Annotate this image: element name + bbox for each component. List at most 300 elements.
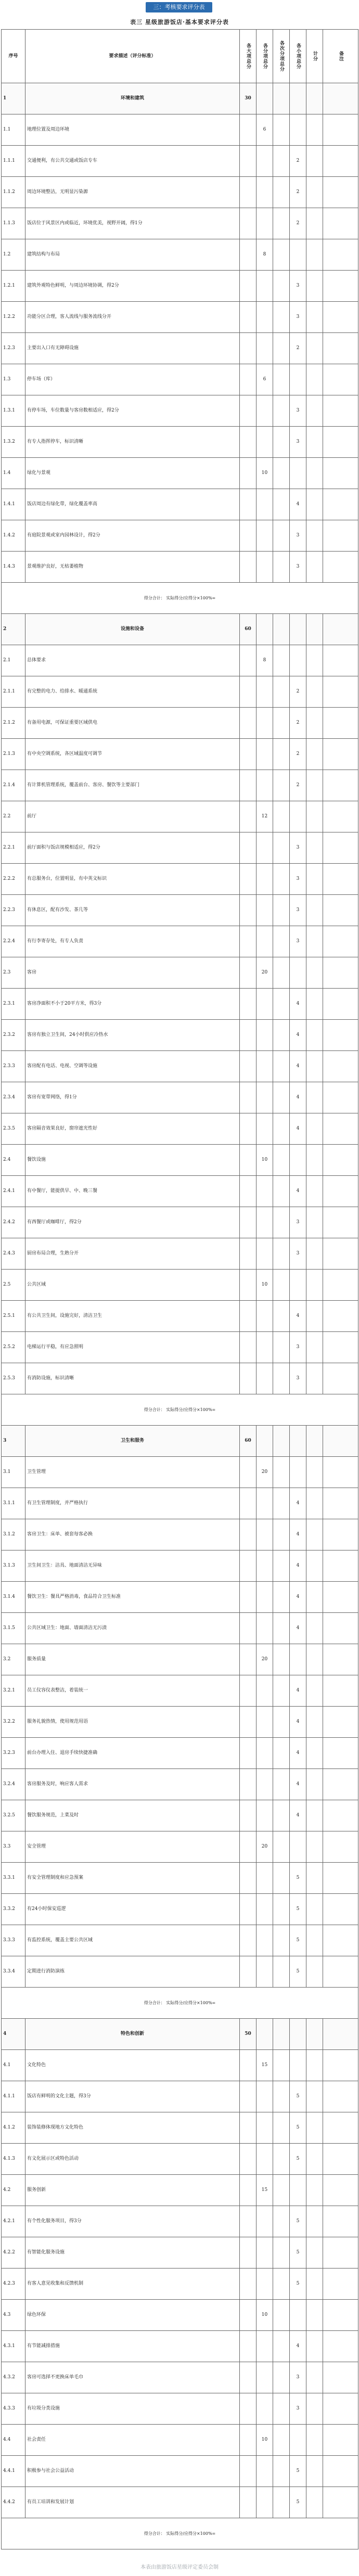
table-row bbox=[2, 1956, 358, 1988]
table-row bbox=[2, 333, 358, 364]
item-number: 3.1.4 bbox=[2, 1582, 25, 1613]
item-requirement: 有停车场，车位数量与客房数相适应，得2分 bbox=[25, 395, 240, 427]
score-cell[interactable] bbox=[306, 1176, 323, 1207]
table-row bbox=[2, 1894, 358, 1925]
item-number: 3.1.5 bbox=[2, 1613, 25, 1644]
item-subtotal bbox=[257, 895, 273, 926]
item-subtotal bbox=[257, 1956, 273, 1988]
note-cell bbox=[323, 2393, 358, 2425]
note-cell bbox=[323, 708, 358, 739]
table-row bbox=[2, 271, 358, 302]
item-number: 4.2.3 bbox=[2, 2269, 25, 2300]
empty-cell bbox=[273, 1301, 290, 1332]
item-requirement: 有公共卫生间，设施完好，清洁卫生 bbox=[25, 1301, 240, 1332]
item-number: 4.1.2 bbox=[2, 2112, 25, 2144]
note-cell bbox=[323, 2362, 358, 2393]
item-points bbox=[290, 364, 306, 395]
note-cell bbox=[323, 364, 358, 395]
score-cell[interactable] bbox=[306, 1238, 323, 1270]
item-number: 1.3.2 bbox=[2, 427, 25, 458]
item-number: 1.1.2 bbox=[2, 177, 25, 208]
score-cell[interactable] bbox=[306, 239, 323, 271]
note-cell bbox=[323, 1082, 358, 1113]
score-cell[interactable] bbox=[306, 801, 323, 832]
score-cell[interactable] bbox=[306, 2144, 323, 2175]
empty-cell bbox=[240, 2206, 257, 2237]
item-number: 2.5.2 bbox=[2, 1332, 25, 1363]
score-cell[interactable] bbox=[306, 895, 323, 926]
item-number: 3.1.1 bbox=[2, 1488, 25, 1519]
item-points bbox=[290, 1831, 306, 1863]
score-cell[interactable] bbox=[306, 1301, 323, 1332]
score-cell[interactable] bbox=[306, 2425, 323, 2456]
score-cell[interactable] bbox=[306, 2175, 323, 2206]
score-cell[interactable] bbox=[306, 1738, 323, 1769]
score-cell[interactable] bbox=[306, 1113, 323, 1145]
score-cell[interactable] bbox=[306, 832, 323, 864]
subtotal-label: 得分合计： 实际得分/应得分×100%= bbox=[2, 583, 358, 614]
empty-cell bbox=[240, 520, 257, 552]
subtotal-label: 得分合计： 实际得分/应得分×100%= bbox=[2, 1394, 358, 1426]
score-cell[interactable] bbox=[306, 302, 323, 333]
note-cell bbox=[323, 427, 358, 458]
score-cell[interactable] bbox=[306, 1956, 323, 1988]
section-total: 60 bbox=[240, 1426, 257, 1457]
item-number: 4.2.2 bbox=[2, 2237, 25, 2269]
empty-cell bbox=[273, 1519, 290, 1550]
item-points: 5 bbox=[290, 2456, 306, 2487]
empty-cell bbox=[273, 2300, 290, 2331]
score-cell[interactable] bbox=[306, 1488, 323, 1519]
score-table bbox=[1, 29, 358, 2549]
empty-cell bbox=[240, 801, 257, 832]
item-requirement: 客房隔音效果良好，窗帘遮光性好 bbox=[25, 1113, 240, 1145]
score-cell[interactable] bbox=[306, 1769, 323, 1800]
item-number: 4.2 bbox=[2, 2175, 25, 2206]
empty-cell bbox=[273, 2393, 290, 2425]
score-cell[interactable] bbox=[306, 1863, 323, 1894]
table-row bbox=[2, 1707, 358, 1738]
item-subtotal bbox=[257, 1925, 273, 1956]
score-cell[interactable] bbox=[306, 2393, 323, 2425]
item-points: 4 bbox=[290, 1769, 306, 1800]
item-requirement: 有安全管理制度和应急预案 bbox=[25, 1863, 240, 1894]
score-cell[interactable] bbox=[306, 1363, 323, 1394]
item-subtotal bbox=[257, 1863, 273, 1894]
item-number: 1.4.3 bbox=[2, 552, 25, 583]
score-cell[interactable] bbox=[306, 739, 323, 770]
empty-cell bbox=[290, 2019, 306, 2050]
item-points: 2 bbox=[290, 333, 306, 364]
score-cell[interactable] bbox=[306, 1613, 323, 1644]
item-points: 2 bbox=[290, 146, 306, 177]
table-row bbox=[2, 1457, 358, 1488]
score-cell[interactable] bbox=[306, 1457, 323, 1488]
empty-cell bbox=[273, 1082, 290, 1113]
item-requirement: 有完整的电力、给排水、暖通系统 bbox=[25, 676, 240, 708]
empty-cell bbox=[273, 1550, 290, 1582]
note-cell bbox=[323, 1270, 358, 1301]
subtotal-row bbox=[2, 1394, 358, 1426]
empty-cell bbox=[306, 614, 323, 645]
item-number: 4.3.2 bbox=[2, 2362, 25, 2393]
note-cell bbox=[323, 1519, 358, 1550]
item-number: 2.3.1 bbox=[2, 989, 25, 1020]
score-cell[interactable] bbox=[306, 1207, 323, 1238]
score-cell[interactable] bbox=[306, 552, 323, 583]
score-cell[interactable] bbox=[306, 395, 323, 427]
item-subtotal bbox=[257, 489, 273, 520]
empty-cell bbox=[240, 926, 257, 957]
note-cell bbox=[323, 239, 358, 271]
item-number: 2.5 bbox=[2, 1270, 25, 1301]
item-points: 3 bbox=[290, 926, 306, 957]
item-number: 2.3 bbox=[2, 957, 25, 989]
table-row bbox=[2, 1363, 358, 1394]
score-cell[interactable] bbox=[306, 676, 323, 708]
empty-cell bbox=[240, 1113, 257, 1145]
item-subtotal bbox=[257, 2081, 273, 2112]
item-subtotal bbox=[257, 2237, 273, 2269]
empty-cell bbox=[240, 2050, 257, 2081]
item-subtotal bbox=[257, 1488, 273, 1519]
empty-cell bbox=[240, 458, 257, 489]
item-subtotal bbox=[257, 1207, 273, 1238]
item-subtotal bbox=[257, 520, 273, 552]
score-cell[interactable] bbox=[306, 489, 323, 520]
score-cell[interactable] bbox=[306, 864, 323, 895]
score-cell[interactable] bbox=[306, 2050, 323, 2081]
item-number: 3.2.2 bbox=[2, 1707, 25, 1738]
score-cell[interactable] bbox=[306, 2269, 323, 2300]
table-row bbox=[2, 395, 358, 427]
empty-cell bbox=[273, 2456, 290, 2487]
item-subtotal bbox=[257, 2269, 273, 2300]
item-number: 2.3.5 bbox=[2, 1113, 25, 1145]
empty-cell bbox=[273, 302, 290, 333]
item-requirement: 卫生间卫生：洁具、地面清洁无异味 bbox=[25, 1550, 240, 1582]
empty-cell bbox=[273, 739, 290, 770]
table-row bbox=[2, 1519, 358, 1550]
table-row bbox=[2, 1800, 358, 1831]
empty-cell bbox=[306, 1426, 323, 1457]
empty-cell bbox=[273, 552, 290, 583]
score-cell[interactable] bbox=[306, 146, 323, 177]
note-cell bbox=[323, 1863, 358, 1894]
item-subtotal bbox=[257, 1675, 273, 1707]
score-cell[interactable] bbox=[306, 770, 323, 801]
table-row bbox=[2, 427, 358, 458]
empty-cell bbox=[273, 770, 290, 801]
item-subtotal bbox=[257, 1800, 273, 1831]
empty-cell bbox=[240, 333, 257, 364]
empty-cell bbox=[240, 1550, 257, 1582]
note-cell bbox=[323, 1238, 358, 1270]
note-cell bbox=[323, 2144, 358, 2175]
note-cell bbox=[323, 1488, 358, 1519]
empty-cell bbox=[240, 1488, 257, 1519]
score-cell[interactable] bbox=[306, 520, 323, 552]
item-subtotal bbox=[257, 1113, 273, 1145]
score-cell[interactable] bbox=[306, 1644, 323, 1675]
item-subtotal bbox=[257, 739, 273, 770]
item-subtotal bbox=[257, 177, 273, 208]
score-cell[interactable] bbox=[306, 2456, 323, 2487]
score-cell[interactable] bbox=[306, 2206, 323, 2237]
item-points bbox=[290, 2050, 306, 2081]
item-number: 3.2 bbox=[2, 1644, 25, 1675]
item-requirement: 停车场（库） bbox=[25, 364, 240, 395]
item-requirement: 绿化与景观 bbox=[25, 458, 240, 489]
empty-cell bbox=[240, 2081, 257, 2112]
empty-cell bbox=[240, 1925, 257, 1956]
empty-cell bbox=[240, 2112, 257, 2144]
score-cell[interactable] bbox=[306, 1582, 323, 1613]
empty-cell bbox=[240, 2237, 257, 2269]
score-cell[interactable] bbox=[306, 1707, 323, 1738]
empty-cell bbox=[290, 83, 306, 114]
empty-cell bbox=[240, 864, 257, 895]
table-row bbox=[2, 208, 358, 239]
empty-cell bbox=[240, 1145, 257, 1176]
note-cell bbox=[323, 832, 358, 864]
item-number: 2.2.4 bbox=[2, 926, 25, 957]
score-cell[interactable] bbox=[306, 333, 323, 364]
note-cell bbox=[323, 114, 358, 146]
empty-cell bbox=[306, 2019, 323, 2050]
score-cell[interactable] bbox=[306, 2237, 323, 2269]
item-number: 2.1 bbox=[2, 645, 25, 676]
item-points: 4 bbox=[290, 1675, 306, 1707]
item-subtotal bbox=[257, 832, 273, 864]
note-cell bbox=[323, 1051, 358, 1082]
empty-cell bbox=[273, 2081, 290, 2112]
score-cell[interactable] bbox=[306, 427, 323, 458]
item-requirement: 有休息区，配有沙发、茶几等 bbox=[25, 895, 240, 926]
item-requirement: 电梯运行平稳，有应急照明 bbox=[25, 1332, 240, 1363]
table-row bbox=[2, 676, 358, 708]
item-points: 4 bbox=[290, 1113, 306, 1145]
item-number: 3.1.2 bbox=[2, 1519, 25, 1550]
table-row bbox=[2, 926, 358, 957]
score-cell[interactable] bbox=[306, 177, 323, 208]
score-cell[interactable] bbox=[306, 708, 323, 739]
score-cell[interactable] bbox=[306, 2487, 323, 2518]
item-points bbox=[290, 1145, 306, 1176]
empty-cell bbox=[240, 2362, 257, 2393]
item-number: 1.2.3 bbox=[2, 333, 25, 364]
score-cell[interactable] bbox=[306, 2081, 323, 2112]
item-subtotal bbox=[257, 2487, 273, 2518]
item-points: 4 bbox=[290, 1707, 306, 1738]
item-subtotal bbox=[257, 333, 273, 364]
score-cell[interactable] bbox=[306, 1675, 323, 1707]
note-cell bbox=[323, 770, 358, 801]
item-subtotal bbox=[257, 676, 273, 708]
item-number: 2.1.4 bbox=[2, 770, 25, 801]
item-requirement: 有总服务台，位置明显，有中英文标识 bbox=[25, 864, 240, 895]
empty-cell bbox=[273, 1769, 290, 1800]
item-requirement: 功能分区合理，客人流线与服务流线分开 bbox=[25, 302, 240, 333]
item-requirement: 服务礼貌热情，使用规范用语 bbox=[25, 1707, 240, 1738]
score-cell[interactable] bbox=[306, 1270, 323, 1301]
section-total: 50 bbox=[240, 2019, 257, 2050]
empty-cell bbox=[273, 208, 290, 239]
score-cell[interactable] bbox=[306, 1145, 323, 1176]
score-cell[interactable] bbox=[306, 1925, 323, 1956]
item-subtotal bbox=[257, 770, 273, 801]
section-number: 4 bbox=[2, 2019, 25, 2050]
empty-cell bbox=[240, 1051, 257, 1082]
item-subtotal bbox=[257, 1613, 273, 1644]
table-row bbox=[2, 2050, 358, 2081]
note-cell bbox=[323, 1457, 358, 1488]
score-cell[interactable] bbox=[306, 1550, 323, 1582]
score-cell[interactable] bbox=[306, 1332, 323, 1363]
item-points: 5 bbox=[290, 2237, 306, 2269]
note-cell bbox=[323, 2269, 358, 2300]
item-number: 2.4.3 bbox=[2, 1238, 25, 1270]
item-subtotal: 10 bbox=[257, 458, 273, 489]
score-cell[interactable] bbox=[306, 957, 323, 989]
header-note: 备注 bbox=[323, 30, 358, 83]
empty-cell bbox=[273, 1863, 290, 1894]
score-cell[interactable] bbox=[306, 989, 323, 1020]
empty-cell bbox=[273, 1800, 290, 1831]
item-points: 2 bbox=[290, 177, 306, 208]
empty-cell bbox=[273, 2175, 290, 2206]
table-row bbox=[2, 770, 358, 801]
item-requirement: 服务质量 bbox=[25, 1644, 240, 1675]
item-requirement: 有计算机管理系统，覆盖前台、客房、餐饮等主要部门 bbox=[25, 770, 240, 801]
score-cell[interactable] bbox=[306, 1894, 323, 1925]
item-requirement: 有节能减排措施 bbox=[25, 2331, 240, 2362]
table-row bbox=[2, 1301, 358, 1332]
empty-cell bbox=[240, 395, 257, 427]
table-row bbox=[2, 2300, 358, 2331]
table-row bbox=[2, 895, 358, 926]
note-cell bbox=[323, 1363, 358, 1394]
item-requirement: 客房净面积不小于20平方米，得3分 bbox=[25, 989, 240, 1020]
empty-cell bbox=[240, 2393, 257, 2425]
item-number: 1.2.2 bbox=[2, 302, 25, 333]
subtotal-label: 得分合计： 实际得分/应得分×100%= bbox=[2, 1988, 358, 2019]
empty-cell bbox=[240, 2331, 257, 2362]
item-points: 3 bbox=[290, 864, 306, 895]
item-points: 3 bbox=[290, 1363, 306, 1394]
item-points: 5 bbox=[290, 2081, 306, 2112]
item-subtotal: 8 bbox=[257, 645, 273, 676]
table-row bbox=[2, 2206, 358, 2237]
item-number: 1.4.2 bbox=[2, 520, 25, 552]
item-subtotal: 10 bbox=[257, 1145, 273, 1176]
score-cell[interactable] bbox=[306, 364, 323, 395]
item-number: 2.2.2 bbox=[2, 864, 25, 895]
empty-cell bbox=[240, 957, 257, 989]
score-cell[interactable] bbox=[306, 2362, 323, 2393]
empty-cell bbox=[273, 1332, 290, 1363]
table-row bbox=[2, 1082, 358, 1113]
note-cell bbox=[323, 2112, 358, 2144]
score-cell[interactable] bbox=[306, 2331, 323, 2362]
score-cell[interactable] bbox=[306, 645, 323, 676]
item-requirement: 客房卫生：床单、被套每客必换 bbox=[25, 1519, 240, 1550]
empty-cell bbox=[240, 1769, 257, 1800]
item-subtotal: 10 bbox=[257, 1270, 273, 1301]
score-cell[interactable] bbox=[306, 1831, 323, 1863]
table-row bbox=[2, 2393, 358, 2425]
note-cell bbox=[323, 801, 358, 832]
score-cell[interactable] bbox=[306, 1082, 323, 1113]
item-requirement: 有员工培训和发展计划 bbox=[25, 2487, 240, 2518]
section-number: 3 bbox=[2, 1426, 25, 1457]
table-row bbox=[2, 2362, 358, 2393]
table-row bbox=[2, 2112, 358, 2144]
score-cell[interactable] bbox=[306, 114, 323, 146]
score-cell[interactable] bbox=[306, 208, 323, 239]
score-cell[interactable] bbox=[306, 1020, 323, 1051]
empty-cell bbox=[240, 2144, 257, 2175]
score-cell[interactable] bbox=[306, 271, 323, 302]
item-number: 3.3.1 bbox=[2, 1863, 25, 1894]
empty-cell bbox=[273, 676, 290, 708]
score-cell[interactable] bbox=[306, 1519, 323, 1550]
item-requirement: 公共区域卫生：地面、墙面清洁无污渍 bbox=[25, 1613, 240, 1644]
item-requirement: 有监控系统，覆盖主要公共区域 bbox=[25, 1925, 240, 1956]
score-cell[interactable] bbox=[306, 2300, 323, 2331]
note-cell bbox=[323, 552, 358, 583]
item-points: 3 bbox=[290, 395, 306, 427]
table-row bbox=[2, 1613, 358, 1644]
item-subtotal: 8 bbox=[257, 239, 273, 271]
note-cell bbox=[323, 1113, 358, 1145]
item-requirement: 安全管理 bbox=[25, 1831, 240, 1863]
item-subtotal bbox=[257, 208, 273, 239]
empty-cell bbox=[273, 1363, 290, 1394]
note-cell bbox=[323, 271, 358, 302]
empty-cell bbox=[240, 739, 257, 770]
note-cell bbox=[323, 395, 358, 427]
empty-cell bbox=[240, 1675, 257, 1707]
score-cell[interactable] bbox=[306, 1800, 323, 1831]
empty-cell bbox=[240, 1301, 257, 1332]
empty-cell bbox=[240, 1894, 257, 1925]
score-cell[interactable] bbox=[306, 458, 323, 489]
item-subtotal bbox=[257, 395, 273, 427]
table-row bbox=[2, 1925, 358, 1956]
section-title: 特色和创新 bbox=[25, 2019, 240, 2050]
item-subtotal: 20 bbox=[257, 957, 273, 989]
empty-cell bbox=[273, 1894, 290, 1925]
empty-cell bbox=[273, 1207, 290, 1238]
item-points bbox=[290, 239, 306, 271]
item-points: 3 bbox=[290, 2362, 306, 2393]
item-number: 4.2.1 bbox=[2, 2206, 25, 2237]
empty-cell bbox=[240, 1270, 257, 1301]
item-subtotal bbox=[257, 1332, 273, 1363]
item-requirement: 服务创新 bbox=[25, 2175, 240, 2206]
table-row bbox=[2, 1270, 358, 1301]
score-cell[interactable] bbox=[306, 926, 323, 957]
note-cell bbox=[323, 302, 358, 333]
item-number: 2.1.1 bbox=[2, 676, 25, 708]
score-cell[interactable] bbox=[306, 2112, 323, 2144]
table-row bbox=[2, 2144, 358, 2175]
item-requirement: 饭店位于风景区内或临近，环境优美，视野开阔，得1分 bbox=[25, 208, 240, 239]
item-requirement: 客房配有电话、电视、空调等设施 bbox=[25, 1051, 240, 1082]
item-requirement: 景观维护良好，无枯萎植物 bbox=[25, 552, 240, 583]
score-cell[interactable] bbox=[306, 1051, 323, 1082]
